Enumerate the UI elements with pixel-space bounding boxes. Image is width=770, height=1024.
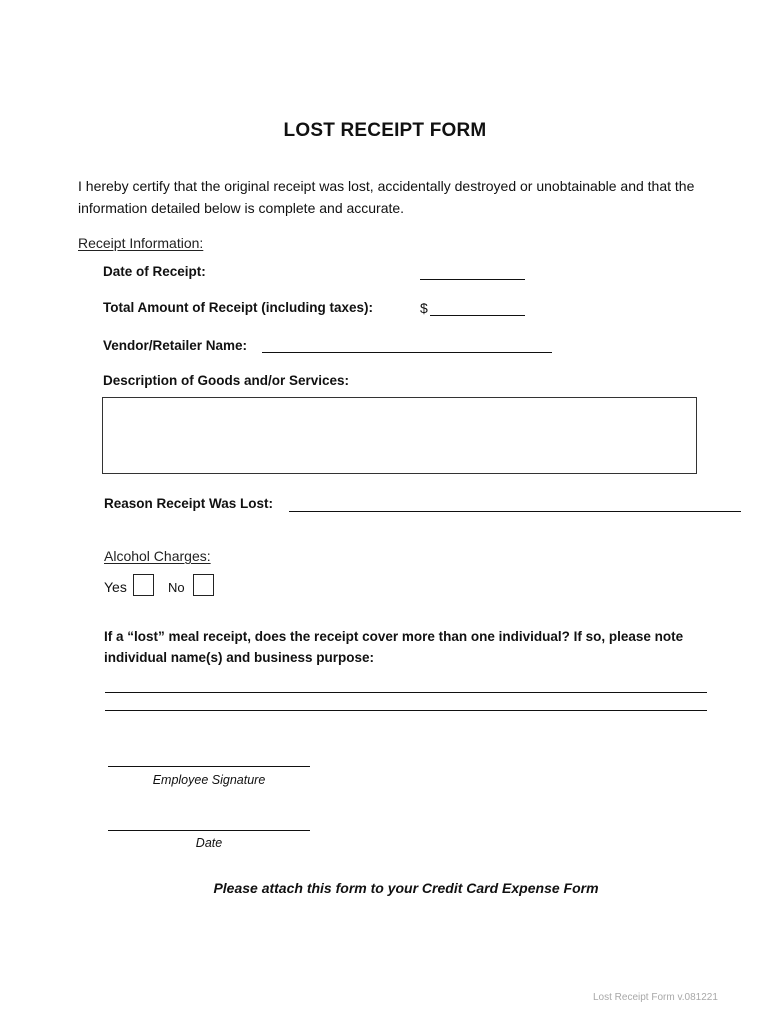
reason-lost-label: Reason Receipt Was Lost:: [104, 496, 274, 511]
form-version: Lost Receipt Form v.081221: [593, 992, 718, 1003]
certification-statement: I hereby certify that the original receipt was lost, accidentally destroyed or unobtainable and that the information detailed below is complete and accurate.: [78, 178, 695, 216]
alcohol-no-checkbox[interactable]: [193, 574, 214, 596]
vendor-name-label: Vendor/Retailer Name:: [103, 338, 248, 353]
receipt-information-heading: Receipt Information:: [78, 235, 204, 251]
description-label: Description of Goods and/or Services:: [103, 373, 350, 388]
meal-receipt-question: If a “lost” meal receipt, does the receipt cover more than one individual? If so, please note individual name(s) and business purpose:: [104, 629, 684, 665]
date-of-receipt-label: Date of Receipt:: [103, 264, 206, 279]
description-box[interactable]: [102, 397, 697, 474]
total-amount-field[interactable]: [430, 315, 525, 316]
alcohol-yes-label: Yes: [104, 579, 127, 595]
meal-answer-line-2[interactable]: [105, 710, 707, 711]
vendor-name-field[interactable]: [262, 352, 552, 353]
alcohol-yes-checkbox[interactable]: [133, 574, 154, 596]
employee-signature-line[interactable]: [108, 766, 310, 767]
page-title: LOST RECEIPT FORM: [283, 120, 487, 141]
currency-symbol: $: [420, 300, 428, 316]
alcohol-no-label: No: [168, 580, 185, 595]
signature-date-caption: Date: [195, 836, 223, 850]
meal-answer-line-1[interactable]: [105, 692, 707, 693]
reason-lost-field[interactable]: [289, 511, 741, 512]
employee-signature-caption: Employee Signature: [152, 773, 266, 787]
attach-instruction: Please attach this form to your Credit Card Expense Form: [213, 880, 599, 896]
alcohol-charges-heading: Alcohol Charges:: [104, 548, 211, 564]
total-amount-label: Total Amount of Receipt (including taxes):: [103, 300, 373, 315]
signature-date-line[interactable]: [108, 830, 310, 831]
date-of-receipt-field[interactable]: [420, 279, 525, 280]
